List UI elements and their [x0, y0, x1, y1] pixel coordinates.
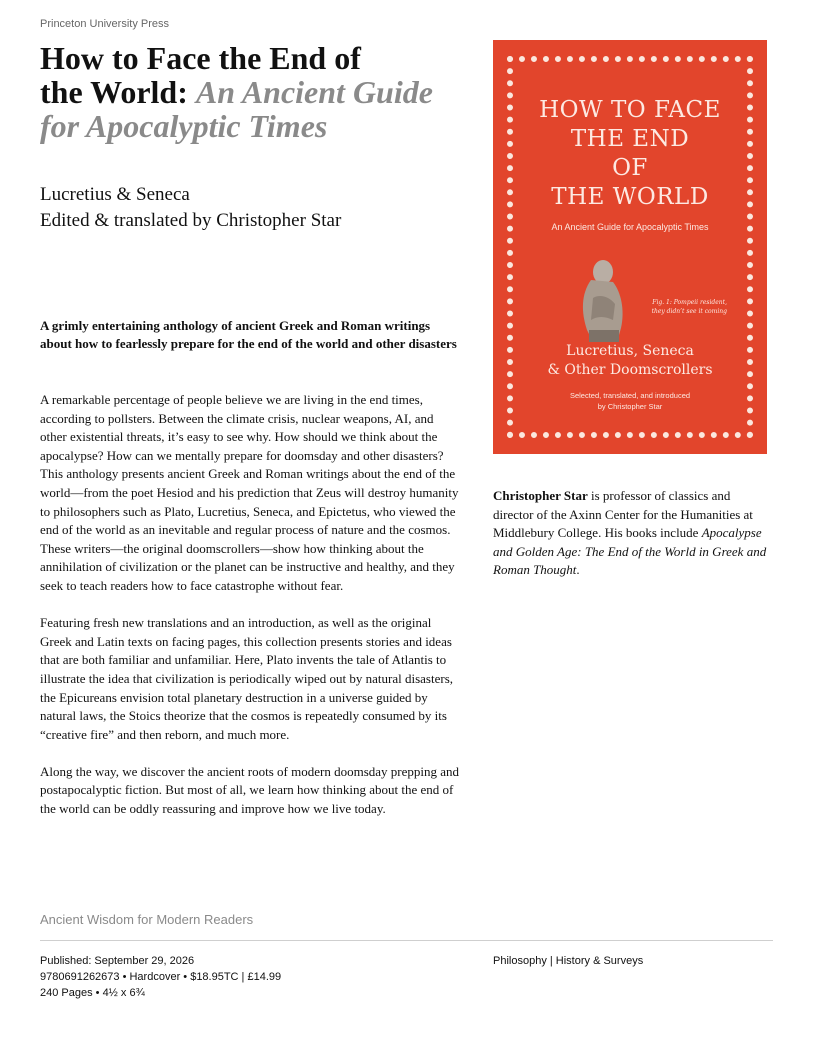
cover-credit — [515, 390, 745, 412]
cover-subtitle: An Ancient Guide for Apocalyptic Times — [551, 222, 709, 232]
cover-authors — [515, 342, 745, 380]
cover-caption-line: they didn’t see it coming — [651, 308, 727, 315]
publication-meta — [40, 953, 281, 1001]
lede-paragraph: A grimly entertaining anthology of ancient Greek and Roman writings about how to fearlessly prepare for the end of the world and other disasters — [40, 318, 457, 351]
cover-title-line: HOW TO FACE — [539, 97, 721, 123]
subject-categories: Philosophy | History & Surveys — [493, 955, 644, 967]
publisher-name: Princeton University Press — [40, 18, 169, 30]
author-bio — [493, 487, 773, 580]
cover-credit-line: by Christopher Star — [597, 402, 663, 411]
cover-title-line: THE WORLD — [551, 184, 709, 210]
author-credits — [40, 182, 341, 234]
title-main-line1: How to Face the End of — [40, 40, 361, 76]
title-main-line2: the World: — [40, 74, 188, 110]
cover-title-line: OF — [612, 155, 648, 181]
pompeii-figure-icon — [573, 250, 629, 346]
author-bio-text-b: . — [576, 562, 580, 578]
cover-caption — [627, 298, 727, 316]
author-bio-text-a: is professor of classics and director of the Axinn Center for the Humanities at Middlebury College. His books include — [493, 488, 753, 541]
description-paragraph-2: Featuring fresh new translations and an introduction, as well as the original Greek and Latin texts on facing pages, this collection presents stories and ideas that are both familiar and unfamiliar. Here, Plato invents the tale of Atlantis to illustrate the idea that civilization is periodically wiped out by natural disasters, the Epicureans envision total planetary destruction in a universe guided by natural laws, the Stoics theorize that the cosmos is repeatedly consumed by its “creative fire” and then reborn, and much more. — [40, 615, 453, 742]
editor-line: Edited & translated by Christopher Star — [40, 210, 342, 231]
isbn-price: 9780691262673 • Hardcover • $18.95TC | £14.99 — [40, 971, 282, 983]
cover-title — [515, 96, 745, 212]
description-paragraph-3: Along the way, we discover the ancient roots of modern doomsday prepping and postapocalyptic fiction. But most of all, we learn how thinking about the end of the world can be oddly reassuring and improve how we live today. — [40, 763, 460, 817]
divider — [40, 940, 773, 941]
title-subtitle-a: An Ancient Guide — [195, 74, 433, 110]
page-count: 240 Pages • 4½ x 6¾ — [40, 987, 145, 999]
cover-credit-line: Selected, translated, and introduced — [569, 391, 691, 400]
published-date: Published: September 29, 2026 — [40, 955, 195, 967]
book-title — [40, 41, 470, 143]
cover-author-line: & Other Doomscrollers — [547, 362, 713, 378]
description-paragraph-1: A remarkable percentage of people believe we are living in the end times, according to pollsters. Between the climate crisis, nuclear weapons, AI, and other existential threats, it’s easy to see why. How should we think about the apocalypse? How can we mentally prepare for doomsday and other disasters? This anthology presents ancient Greek and Roman writings about the end of the world—from the poet Hesiod and his prediction that Zeus will destroy humanity to philosophers such as Plato, Lucretius, Seneca, and Epictetus, who viewed the end of the world as an inevitable and regular process of nature and the cosmos. These writers—the original doomscrollers—show how thinking about the annihilation of civilization or the planet can be instructive and healthy, and they seek to teach readers how to face catastrophe without fear. — [40, 392, 459, 593]
cover-title-line: THE END — [570, 126, 690, 152]
author-bio-name: Christopher Star — [493, 488, 588, 503]
title-subtitle-b: for Apocalyptic Times — [40, 108, 328, 144]
description — [40, 391, 460, 837]
book-cover — [493, 40, 767, 454]
authors-line: Lucretius & Seneca — [40, 184, 190, 205]
author-bio-book: Apocalypse and Golden Age: The End of the World in Greek and Roman Thought — [493, 525, 767, 578]
cover-caption-line: Fig. 1: Pompeii resident, — [652, 299, 727, 306]
cover-author-line: Lucretius, Seneca — [566, 343, 694, 359]
series-name: Ancient Wisdom for Modern Readers — [40, 912, 254, 927]
